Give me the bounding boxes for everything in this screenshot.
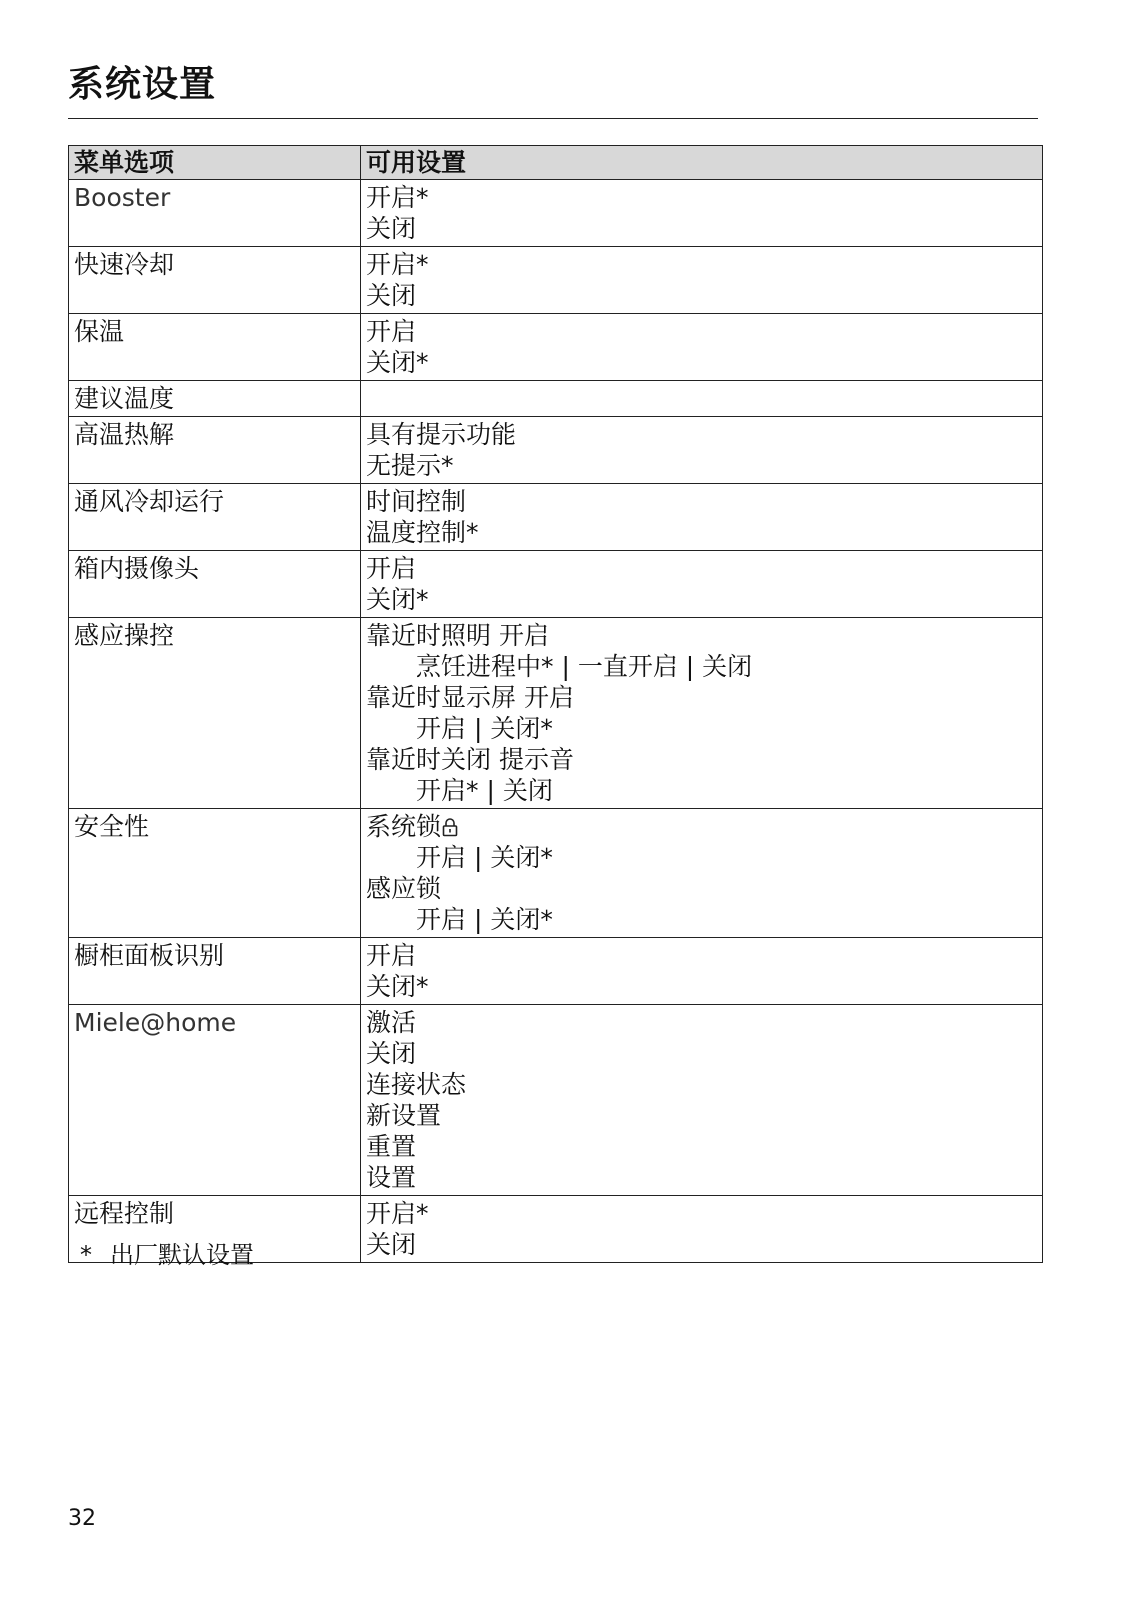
setting-suboption: 开启 | 关闭*: [416, 714, 553, 743]
setting-option: 开启*: [366, 1199, 429, 1228]
setting-option: 具有提示功能: [366, 420, 517, 449]
setting-option: 重置: [366, 1132, 417, 1161]
setting-option: 开启: [366, 554, 417, 583]
setting-option: 靠近时照明 开启: [366, 621, 549, 650]
header-menu-option: 菜单选项: [69, 146, 361, 180]
setting-option: 连接状态: [366, 1070, 467, 1099]
table-header-row: [69, 146, 1043, 180]
page-number: 32: [68, 1506, 96, 1531]
menu-option-safety: 安全性: [69, 809, 361, 938]
table-row: [69, 809, 1043, 938]
settings-recommended-temp: [361, 381, 1043, 417]
setting-option: 温度控制*: [366, 518, 479, 547]
lock-icon: [442, 817, 458, 837]
menu-option-motion-control: 感应操控: [69, 618, 361, 809]
menu-option-keep-warm: 保温: [69, 314, 361, 381]
setting-option: 时间控制: [366, 487, 467, 516]
table-row: [69, 417, 1043, 484]
setting-option: 无提示*: [366, 451, 454, 480]
menu-option-rapid-cool: 快速冷却: [69, 247, 361, 314]
menu-option-recommended-temp: 建议温度: [69, 381, 361, 417]
title-divider: [68, 118, 1038, 119]
setting-suboption: 烹饪进程中* | 一直开启 | 关闭: [416, 652, 753, 681]
setting-option: 关闭: [366, 281, 417, 310]
footnote-text: 出厂默认设置: [110, 1241, 254, 1269]
menu-option-remote-control: 远程控制: [69, 1196, 361, 1263]
table-row: [69, 551, 1043, 618]
menu-option-cabinet-panel: 橱柜面板识别: [69, 938, 361, 1005]
setting-option: 靠近时关闭 提示音: [366, 745, 574, 774]
table-row: [69, 180, 1043, 247]
setting-option: 关闭: [366, 214, 417, 243]
setting-option: 开启: [366, 317, 417, 346]
settings-safety: [361, 809, 1043, 938]
setting-option: 关闭: [366, 1039, 417, 1068]
setting-option-system-lock: [366, 811, 1037, 842]
header-available-settings: 可用设置: [361, 146, 1043, 180]
setting-option: 关闭*: [366, 585, 429, 614]
setting-option-label: 系统锁: [366, 812, 442, 841]
setting-suboption: 开启* | 关闭: [416, 776, 553, 805]
setting-suboption: 开启 | 关闭*: [416, 843, 553, 872]
footnote-mark: *: [80, 1241, 92, 1269]
setting-option: 靠近时显示屏 开启: [366, 683, 574, 712]
page-title: 系统设置: [68, 64, 217, 105]
setting-option: 激活: [366, 1008, 417, 1037]
menu-option-cooling-fan: 通风冷却运行: [69, 484, 361, 551]
settings-cooling-fan: [361, 484, 1043, 551]
table-row: [69, 938, 1043, 1005]
setting-option: 感应锁: [366, 874, 442, 903]
settings-remote-control: [361, 1196, 1043, 1263]
table-row: [69, 1005, 1043, 1196]
table-row: [69, 314, 1043, 381]
menu-option-miele-home: Miele@home: [69, 1005, 361, 1196]
menu-option-pyrolysis: 高温热解: [69, 417, 361, 484]
setting-option: 关闭: [366, 1230, 417, 1259]
settings-booster: [361, 180, 1043, 247]
table-row: [69, 484, 1043, 551]
setting-option: 开启*: [366, 250, 429, 279]
settings-motion-control: [361, 618, 1043, 809]
settings-miele-home: [361, 1005, 1043, 1196]
menu-option-booster: Booster: [69, 180, 361, 247]
setting-suboption: 开启 | 关闭*: [416, 905, 553, 934]
setting-option: 新设置: [366, 1101, 442, 1130]
table-row: [69, 381, 1043, 417]
settings-table: [68, 145, 1043, 1263]
setting-option: 开启*: [366, 183, 429, 212]
settings-camera: [361, 551, 1043, 618]
table-row: [69, 618, 1043, 809]
menu-option-camera: 箱内摄像头: [69, 551, 361, 618]
footnote: [80, 1240, 254, 1270]
settings-cabinet-panel: [361, 938, 1043, 1005]
settings-keep-warm: [361, 314, 1043, 381]
setting-option: 关闭*: [366, 348, 429, 377]
setting-option: 开启: [366, 941, 417, 970]
setting-option: 关闭*: [366, 972, 429, 1001]
setting-option: 设置: [366, 1163, 417, 1192]
settings-pyrolysis: [361, 417, 1043, 484]
settings-rapid-cool: [361, 247, 1043, 314]
table-row: [69, 247, 1043, 314]
